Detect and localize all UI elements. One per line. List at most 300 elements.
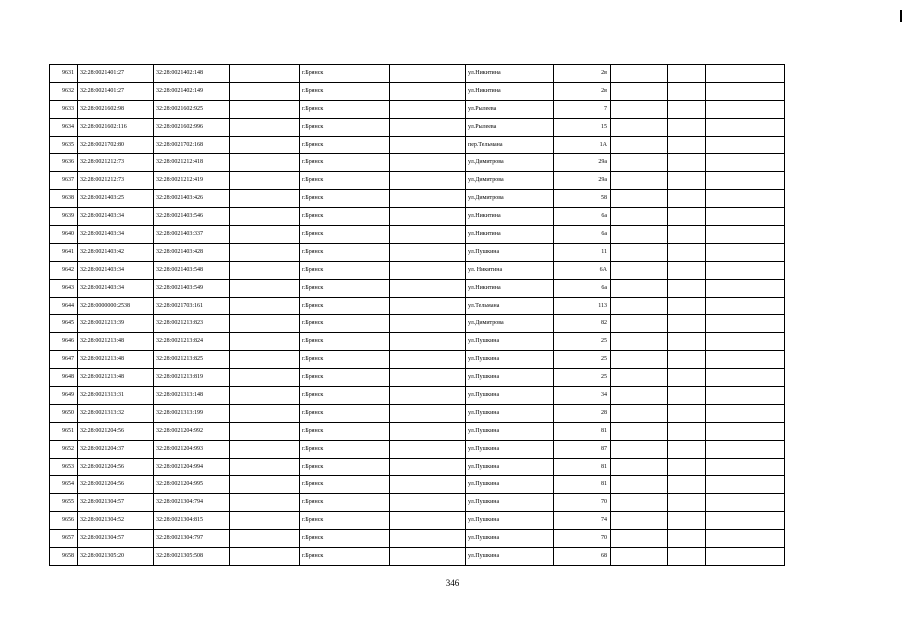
house-number-cell: 15 [554,118,611,136]
table-row [50,82,785,100]
empty-cell [706,476,785,494]
empty-cell [390,82,466,100]
table-row [50,154,785,172]
row-number-cell: 9645 [50,315,78,333]
empty-cell [611,548,668,566]
house-number-cell: 11 [554,243,611,261]
empty-cell [706,65,785,83]
empty-cell [706,279,785,297]
empty-cell [390,351,466,369]
empty-cell [611,494,668,512]
house-number-cell: 29а [554,172,611,190]
empty-cell [611,440,668,458]
empty-cell [706,118,785,136]
empty-cell [611,226,668,244]
table-row [50,208,785,226]
empty-cell [390,279,466,297]
row-number-cell: 9643 [50,279,78,297]
empty-cell [390,476,466,494]
empty-cell [390,440,466,458]
house-number-cell: 2в [554,82,611,100]
street-cell: ул.Никитина [466,226,554,244]
empty-cell [390,118,466,136]
city-cell: г.Брянск [300,100,390,118]
empty-cell [390,458,466,476]
empty-cell [230,387,300,405]
row-number-cell: 9656 [50,512,78,530]
empty-cell [611,154,668,172]
cadastral-parcel-cell: 32:28:0021304:52 [78,512,154,530]
empty-cell [706,226,785,244]
empty-cell [668,422,706,440]
register-body [50,65,785,566]
empty-cell [611,136,668,154]
empty-cell [668,261,706,279]
table-row [50,404,785,422]
empty-cell [611,261,668,279]
row-number-cell: 9657 [50,530,78,548]
empty-cell [706,297,785,315]
empty-cell [390,422,466,440]
cadastral-parcel-cell: 32:28:0021204:37 [78,440,154,458]
empty-cell [611,118,668,136]
cadastral-object-cell: 32:28:0021304:815 [154,512,230,530]
street-cell: ул.Пушкина [466,512,554,530]
empty-cell [390,226,466,244]
city-cell: г.Брянск [300,154,390,172]
street-cell: ул.Димитрова [466,190,554,208]
empty-cell [390,369,466,387]
row-number-cell: 9638 [50,190,78,208]
city-cell: г.Брянск [300,297,390,315]
house-number-cell: 70 [554,530,611,548]
empty-cell [611,369,668,387]
empty-cell [668,65,706,83]
cadastral-parcel-cell: 32:28:0021401:27 [78,82,154,100]
city-cell: г.Брянск [300,208,390,226]
street-cell: пер.Тельмана [466,136,554,154]
cadastral-object-cell: 32:28:0021602:925 [154,100,230,118]
empty-cell [390,65,466,83]
cadastral-object-cell: 32:28:0021212:418 [154,154,230,172]
cadastral-parcel-cell: 32:28:0021213:48 [78,333,154,351]
empty-cell [230,440,300,458]
street-cell: ул.Пушкина [466,530,554,548]
house-number-cell: 81 [554,422,611,440]
cadastral-object-cell: 32:28:0021204:993 [154,440,230,458]
city-cell: г.Брянск [300,351,390,369]
house-number-cell: 6А [554,261,611,279]
row-number-cell: 9653 [50,458,78,476]
empty-cell [390,333,466,351]
empty-cell [611,512,668,530]
city-cell: г.Брянск [300,440,390,458]
cadastral-object-cell: 32:28:0021213:823 [154,315,230,333]
city-cell: г.Брянск [300,226,390,244]
cadastral-parcel-cell: 32:28:0021213:48 [78,351,154,369]
empty-cell [230,82,300,100]
table-row [50,136,785,154]
street-cell: ул.Никитина [466,82,554,100]
empty-cell [230,315,300,333]
table-row [50,458,785,476]
empty-cell [390,136,466,154]
empty-cell [611,351,668,369]
cadastral-parcel-cell: 32:28:0021204:56 [78,476,154,494]
table-row [50,100,785,118]
cadastral-object-cell: 32:28:0021602:996 [154,118,230,136]
cadastral-object-cell: 32:28:0021403:428 [154,243,230,261]
empty-cell [611,333,668,351]
row-number-cell: 9634 [50,118,78,136]
empty-cell [668,208,706,226]
house-number-cell: 81 [554,476,611,494]
empty-cell [230,512,300,530]
empty-cell [668,404,706,422]
city-cell: г.Брянск [300,279,390,297]
row-number-cell: 9650 [50,404,78,422]
cadastral-object-cell: 32:28:0021213:819 [154,369,230,387]
cadastral-parcel-cell: 32:28:0021403:34 [78,226,154,244]
cadastral-object-cell: 32:28:0021402:148 [154,65,230,83]
cadastral-object-cell: 32:28:0021403:337 [154,226,230,244]
empty-cell [390,297,466,315]
empty-cell [668,226,706,244]
empty-cell [706,351,785,369]
cadastral-object-cell: 32:28:0021702:168 [154,136,230,154]
row-number-cell: 9646 [50,333,78,351]
empty-cell [706,136,785,154]
empty-cell [668,333,706,351]
table-row [50,118,785,136]
house-number-cell: 25 [554,333,611,351]
empty-cell [611,387,668,405]
empty-cell [706,422,785,440]
house-number-cell: 74 [554,512,611,530]
empty-cell [230,154,300,172]
cadastral-parcel-cell: 32:28:0021602:98 [78,100,154,118]
empty-cell [230,261,300,279]
empty-cell [668,351,706,369]
cadastral-object-cell: 32:28:0021204:994 [154,458,230,476]
cadastral-parcel-cell: 32:28:0021304:57 [78,494,154,512]
street-cell: ул.Пушкина [466,351,554,369]
row-number-cell: 9632 [50,82,78,100]
empty-cell [611,476,668,494]
street-cell: ул.Никитина [466,279,554,297]
city-cell: г.Брянск [300,494,390,512]
empty-cell [230,279,300,297]
house-number-cell: 70 [554,494,611,512]
house-number-cell: 81 [554,458,611,476]
street-cell: ул.Пушкина [466,440,554,458]
cadastral-parcel-cell: 32:28:0021212:73 [78,154,154,172]
city-cell: г.Брянск [300,458,390,476]
empty-cell [706,404,785,422]
cadastral-object-cell: 32:28:0021403:546 [154,208,230,226]
street-cell: ул.Пушкина [466,243,554,261]
city-cell: г.Брянск [300,261,390,279]
empty-cell [706,315,785,333]
empty-cell [230,369,300,387]
cadastral-parcel-cell: 32:28:0021204:56 [78,422,154,440]
table-row [50,315,785,333]
city-cell: г.Брянск [300,530,390,548]
empty-cell [390,548,466,566]
empty-cell [611,297,668,315]
house-number-cell: 68 [554,548,611,566]
street-cell: ул.Рылеева [466,118,554,136]
city-cell: г.Брянск [300,333,390,351]
scan-edge-mark [900,10,902,22]
empty-cell [668,387,706,405]
empty-cell [706,243,785,261]
cadastral-parcel-cell: 32:28:0021403:34 [78,208,154,226]
house-number-cell: 29а [554,154,611,172]
empty-cell [668,440,706,458]
empty-cell [611,315,668,333]
empty-cell [668,476,706,494]
empty-cell [706,208,785,226]
empty-cell [390,512,466,530]
city-cell: г.Брянск [300,422,390,440]
street-cell: ул.Пушкина [466,387,554,405]
empty-cell [611,208,668,226]
street-cell: ул.Никитина [466,65,554,83]
cadastral-object-cell: 32:28:0021305:508 [154,548,230,566]
row-number-cell: 9633 [50,100,78,118]
empty-cell [668,154,706,172]
empty-cell [390,243,466,261]
empty-cell [390,100,466,118]
city-cell: г.Брянск [300,404,390,422]
cadastral-parcel-cell: 32:28:0021403:34 [78,261,154,279]
cadastral-object-cell: 32:28:0021403:549 [154,279,230,297]
empty-cell [230,548,300,566]
empty-cell [390,190,466,208]
empty-cell [611,530,668,548]
table-row [50,494,785,512]
empty-cell [706,494,785,512]
house-number-cell: 7 [554,100,611,118]
table-row [50,279,785,297]
city-cell: г.Брянск [300,315,390,333]
city-cell: г.Брянск [300,387,390,405]
table-row [50,548,785,566]
street-cell: ул.Пушкина [466,476,554,494]
empty-cell [390,387,466,405]
empty-cell [668,118,706,136]
empty-cell [390,530,466,548]
city-cell: г.Брянск [300,512,390,530]
empty-cell [706,458,785,476]
table-row [50,243,785,261]
cadastral-parcel-cell: 32:28:0021213:48 [78,369,154,387]
table-row [50,440,785,458]
cadastral-parcel-cell: 32:28:0021401:27 [78,65,154,83]
empty-cell [668,297,706,315]
cadastral-parcel-cell: 32:28:0021602:116 [78,118,154,136]
cadastral-parcel-cell: 32:28:0021204:56 [78,458,154,476]
city-cell: г.Брянск [300,369,390,387]
city-cell: г.Брянск [300,190,390,208]
empty-cell [668,315,706,333]
empty-cell [668,279,706,297]
street-cell: ул.Никитина [466,208,554,226]
empty-cell [230,422,300,440]
page-number: 346 [445,578,460,588]
cadastral-object-cell: 32:28:0021703:161 [154,297,230,315]
row-number-cell: 9647 [50,351,78,369]
table-row [50,172,785,190]
street-cell: ул.Тельмана [466,297,554,315]
empty-cell [230,494,300,512]
empty-cell [230,65,300,83]
house-number-cell: 6а [554,208,611,226]
empty-cell [390,172,466,190]
street-cell: ул.Пушкина [466,458,554,476]
city-cell: г.Брянск [300,136,390,154]
row-number-cell: 9648 [50,369,78,387]
row-number-cell: 9639 [50,208,78,226]
street-cell: ул. Никитина [466,261,554,279]
cadastral-parcel-cell: 32:28:0021702:80 [78,136,154,154]
house-number-cell: 113 [554,297,611,315]
table-row [50,512,785,530]
house-number-cell: 2в [554,65,611,83]
empty-cell [668,369,706,387]
row-number-cell: 9655 [50,494,78,512]
house-number-cell: 25 [554,369,611,387]
row-number-cell: 9641 [50,243,78,261]
cadastral-object-cell: 32:28:0021313:199 [154,404,230,422]
house-number-cell: 25 [554,351,611,369]
empty-cell [706,530,785,548]
cadastral-parcel-cell: 32:28:0021313:32 [78,404,154,422]
empty-cell [611,65,668,83]
cadastral-parcel-cell: 32:28:0021213:39 [78,315,154,333]
street-cell: ул.Димитрова [466,154,554,172]
cadastral-parcel-cell: 32:28:0021212:73 [78,172,154,190]
empty-cell [706,333,785,351]
table-row [50,261,785,279]
street-cell: ул.Пушкина [466,422,554,440]
empty-cell [230,172,300,190]
empty-cell [668,136,706,154]
empty-cell [706,548,785,566]
city-cell: г.Брянск [300,476,390,494]
empty-cell [230,208,300,226]
table-row [50,351,785,369]
house-number-cell: 87 [554,440,611,458]
row-number-cell: 9640 [50,226,78,244]
empty-cell [611,404,668,422]
property-register-table [49,64,785,566]
empty-cell [706,82,785,100]
empty-cell [390,261,466,279]
empty-cell [668,548,706,566]
empty-cell [611,243,668,261]
empty-cell [611,458,668,476]
cadastral-parcel-cell: 32:28:0021305:20 [78,548,154,566]
cadastral-object-cell: 32:28:0021402:149 [154,82,230,100]
street-cell: ул.Димитрова [466,172,554,190]
empty-cell [706,369,785,387]
cadastral-object-cell: 32:28:0021304:797 [154,530,230,548]
empty-cell [390,494,466,512]
empty-cell [230,297,300,315]
house-number-cell: 58 [554,190,611,208]
empty-cell [230,404,300,422]
house-number-cell: 82 [554,315,611,333]
cadastral-object-cell: 32:28:0021313:148 [154,387,230,405]
table-row [50,476,785,494]
empty-cell [611,422,668,440]
empty-cell [668,458,706,476]
row-number-cell: 9637 [50,172,78,190]
cadastral-parcel-cell: 32:28:0021403:25 [78,190,154,208]
empty-cell [230,190,300,208]
empty-cell [611,100,668,118]
city-cell: г.Брянск [300,243,390,261]
row-number-cell: 9636 [50,154,78,172]
empty-cell [668,190,706,208]
table-row [50,369,785,387]
city-cell: г.Брянск [300,172,390,190]
street-cell: ул.Пушкина [466,369,554,387]
street-cell: ул.Пушкина [466,333,554,351]
row-number-cell: 9652 [50,440,78,458]
empty-cell [230,333,300,351]
row-number-cell: 9654 [50,476,78,494]
cadastral-object-cell: 32:28:0021213:825 [154,351,230,369]
empty-cell [668,243,706,261]
table-row [50,226,785,244]
empty-cell [706,190,785,208]
cadastral-parcel-cell: 32:28:0000000:2538 [78,297,154,315]
row-number-cell: 9658 [50,548,78,566]
cadastral-object-cell: 32:28:0021204:992 [154,422,230,440]
empty-cell [706,387,785,405]
street-cell: ул.Пушкина [466,548,554,566]
empty-cell [390,315,466,333]
empty-cell [230,458,300,476]
house-number-cell: 28 [554,404,611,422]
empty-cell [668,172,706,190]
city-cell: г.Брянск [300,65,390,83]
city-cell: г.Брянск [300,118,390,136]
street-cell: ул.Пушкина [466,494,554,512]
house-number-cell: 6а [554,279,611,297]
city-cell: г.Брянск [300,82,390,100]
empty-cell [230,118,300,136]
row-number-cell: 9651 [50,422,78,440]
empty-cell [668,100,706,118]
empty-cell [706,440,785,458]
empty-cell [230,243,300,261]
empty-cell [668,82,706,100]
empty-cell [230,530,300,548]
empty-cell [611,172,668,190]
empty-cell [668,512,706,530]
empty-cell [390,208,466,226]
table-row [50,530,785,548]
empty-cell [668,530,706,548]
cadastral-object-cell: 32:28:0021304:794 [154,494,230,512]
house-number-cell: 1А [554,136,611,154]
street-cell: ул.Пушкина [466,404,554,422]
table-row [50,387,785,405]
